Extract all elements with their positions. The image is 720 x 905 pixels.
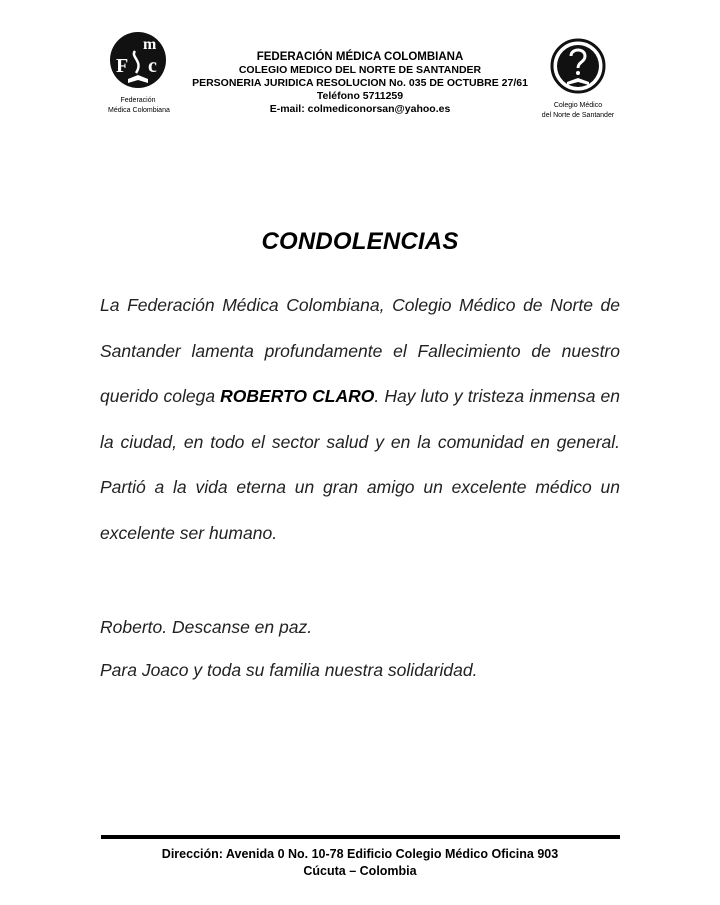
condolence-paragraph [100,283,620,557]
footer-address: Dirección: Avenida 0 No. 10-78 Edificio Colegio Médico Oficina 903 [161,847,559,861]
svg-text:m: m [143,36,157,53]
footer-divider [101,835,620,839]
letterhead-header [0,0,720,140]
footer [100,846,620,880]
footer-city: Cúcuta – Colombia [303,864,417,878]
fmc-emblem-icon [108,31,168,89]
legal-resolution: PERSONERIA JURIDICA RESOLUCION No. 035 DE OCTUBRE 27/61 [192,77,528,89]
closing-line-1: Roberto. Descanse en paz. [100,617,313,637]
letterhead-text [160,51,560,116]
colegio-emblem-icon [549,38,607,94]
org-name: FEDERACIÓN MÉDICA COLOMBIANA [256,51,464,63]
closing-line-2: Para Joaco y toda su familia nuestra solidaridad. [100,660,478,680]
svg-text:F: F [116,55,129,77]
college-name: COLEGIO MEDICO DEL NORTE DE SANTANDER [238,64,482,76]
federacion-logo [108,31,168,116]
svg-text:c: c [148,55,157,77]
phone-number: Teléfono 5711259 [316,90,404,102]
deceased-name: ROBERTO CLARO [220,386,375,407]
colegio-logo [540,38,616,121]
paragraph-rest: . Hay luto y tristeza inmensa en la ciudad, en todo el sector salud y en la comunidad en general. Partió a la vida eterna un gran amigo un excelente médico un excelente ser humano. [100,386,621,543]
email-address: E-mail: colmediconorsan@yahoo.es [269,103,451,115]
right-logo-caption: Colegio Médico del Norte de Santander [541,102,615,119]
paragraph-intro: La Federación Médica Colombiana, Colegio Médico de Norte de Santander lamenta profundamente el Fallecimiento de nuestro querido colega [100,295,620,407]
page-title: CONDOLENCIAS [261,228,459,255]
left-logo-caption: Federación Médica Colombiana [108,97,170,114]
